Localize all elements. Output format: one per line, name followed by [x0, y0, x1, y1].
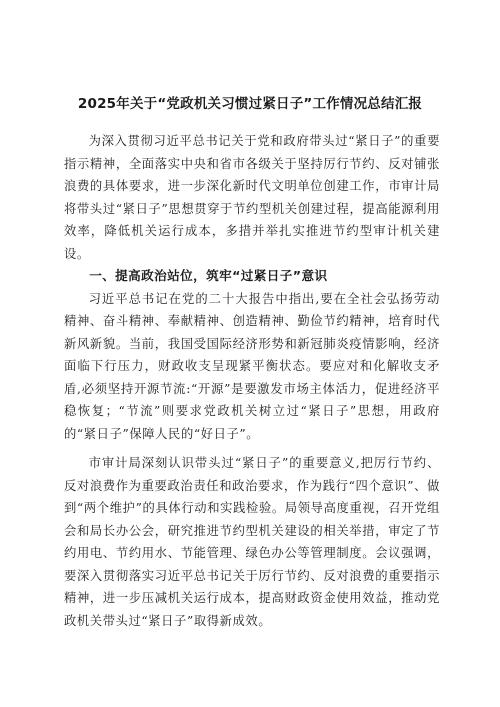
- body-paragraph: 市审计局深刻认识带头过“紧日子”的重要意义,把厉行节约、反对浪费作为重要政治责任和政治要求，作为践行“四个意识”、做到“两个维护”的具体行动和实践检验。局领导高度重视，召开党组会和局长办公会，研究推进节约型机关建设的相关举措，审定了节约用电、节约用水、节能管理、绿色办公等管理制度。会议强调，要深入贯彻落实习近平总书记关于厉行节约、反对浪费的重要指示精神，进一步压减机关运行成本，提高财政资金使用效益，推动党政机关带头过“紧日子”取得新成效。: [64, 456, 440, 628]
- document-body: [64, 130, 440, 632]
- document-title: 2025年关于“党政机关习惯过紧日子”工作情况总结汇报: [77, 96, 423, 112]
- paragraph-gap: [64, 445, 440, 452]
- body-paragraph: 习近平总书记在党的二十大报告中指出,要在全社会弘扬劳动精神、奋斗精神、奉献精神、创造精神、勤俭节约精神，培育时代新风新貌。当前，我国受国际经济形势和新冠肺炎疫情影响，经济面临下行压力，财政收支呈现紧平衡状态。要应对和化解收支矛盾,必须坚持开源节流:“开源”是要激发市场主体活力，促进经济平稳恢复；“节流”则要求党政机关树立过“紧日子”思想，用政府的“紧日子”保障人民的“好日子”。: [64, 291, 440, 441]
- intro-paragraph: 为深入贯彻习近平总书记关于党和政府带头过“紧日子”的重要指示精神，全面落实中央和省市各级关于坚持厉行节约、反对铺张浪费的具体要求，进一步深化新时代文明单位创建工作，市审计局将带头过“紧日子”思想贯穿于节约型机关创建过程，提高能源利用效率，降低机关运行成本，多措并举扎实推进节约型审计机关建设。: [64, 134, 440, 261]
- section-heading: 一、提高政治站位，筑牢“过紧日子”意识: [89, 268, 328, 283]
